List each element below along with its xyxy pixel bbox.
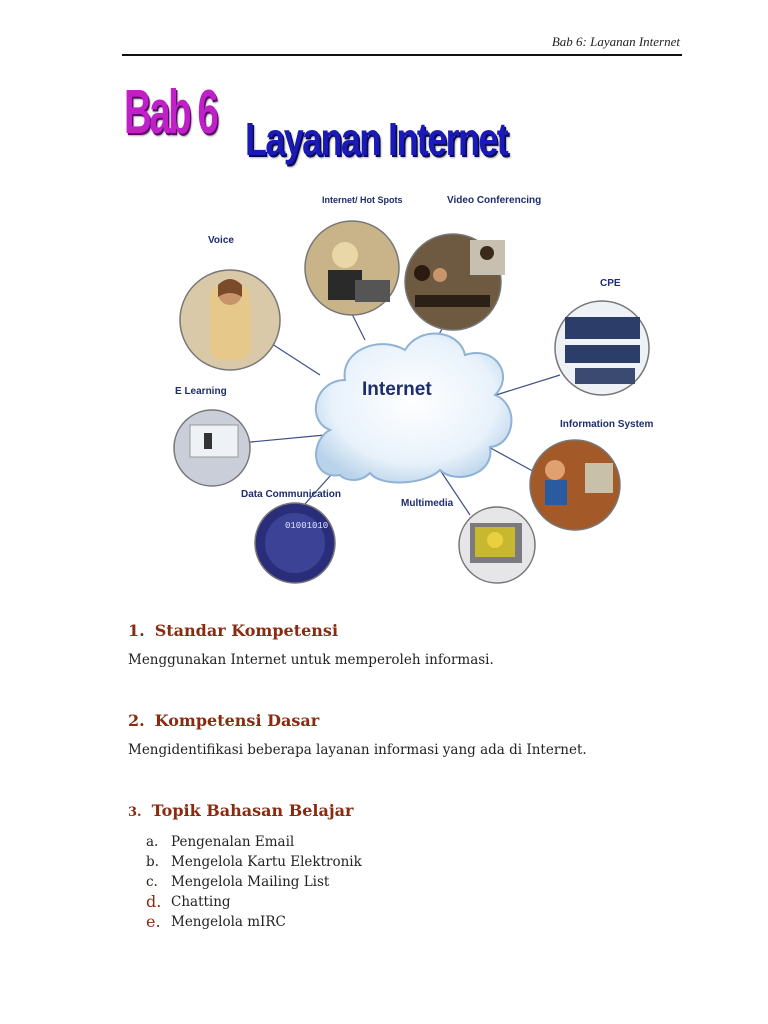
running-header: Bab 6: Layanan Internet [551,34,680,49]
list-marker: a. [146,834,159,850]
list-item-text: Mengelola Mailing List [171,874,330,890]
node-infosys [530,440,620,530]
list-item-text: Pengenalan Email [171,834,295,850]
internet-services-diagram [160,185,660,595]
list-item-text: Mengelola Kartu Elektronik [171,854,362,870]
section-number: 1. [128,621,145,640]
list-item [146,832,362,852]
section-topik-bahasan [128,801,362,932]
label-internet: Internet [362,379,432,400]
section-title: Topik Bahasan Belajar [151,801,354,820]
section-number: 2. [128,711,145,730]
label-data-communication: Data Communication [241,489,342,500]
list-marker: e. [146,912,161,931]
node-cpe [555,301,649,395]
label-multimedia: Multimedia [401,498,454,509]
node-multimedia [459,507,535,583]
section-title: Kompetensi Dasar [154,711,320,730]
chapter-number: Bab 6 [124,78,217,147]
section-heading [128,801,362,820]
internet-cloud [316,334,512,483]
list-marker: d. [146,892,162,911]
list-item [146,892,362,912]
list-item [146,852,362,872]
section-standar-kompetensi [128,621,494,668]
label-hotspots: Internet/ Hot Spots [322,195,403,205]
binary-text: 01001010 [285,521,329,531]
section-heading [128,621,494,640]
topic-list [146,832,362,932]
node-video [405,234,505,330]
label-video-conferencing: Video Conferencing [447,195,542,206]
list-marker: c. [146,874,158,890]
list-item [146,912,362,932]
list-marker: b. [146,854,159,870]
list-item-text: Mengelola mIRC [171,914,286,930]
node-datacomm [255,503,335,583]
label-cpe: CPE [600,278,621,289]
section-heading [128,711,587,730]
list-item-text: Chatting [171,894,231,910]
chapter-title: Layanan Internet [245,113,508,165]
list-item [146,872,362,892]
node-hotspots [305,221,399,315]
label-information-system: Information System [560,419,654,430]
label-elearning: E Learning [175,386,227,397]
label-voice: Voice [208,235,234,246]
node-elearning [174,410,250,486]
section-text: Menggunakan Internet untuk memperoleh informasi. [128,652,494,668]
section-text: Mengidentifikasi beberapa layanan informasi yang ada di Internet. [128,742,587,758]
header-rule [122,54,682,56]
section-number: 3. [128,805,142,820]
section-title: Standar Kompetensi [154,621,339,640]
section-kompetensi-dasar [128,711,587,758]
node-voice [180,270,280,370]
